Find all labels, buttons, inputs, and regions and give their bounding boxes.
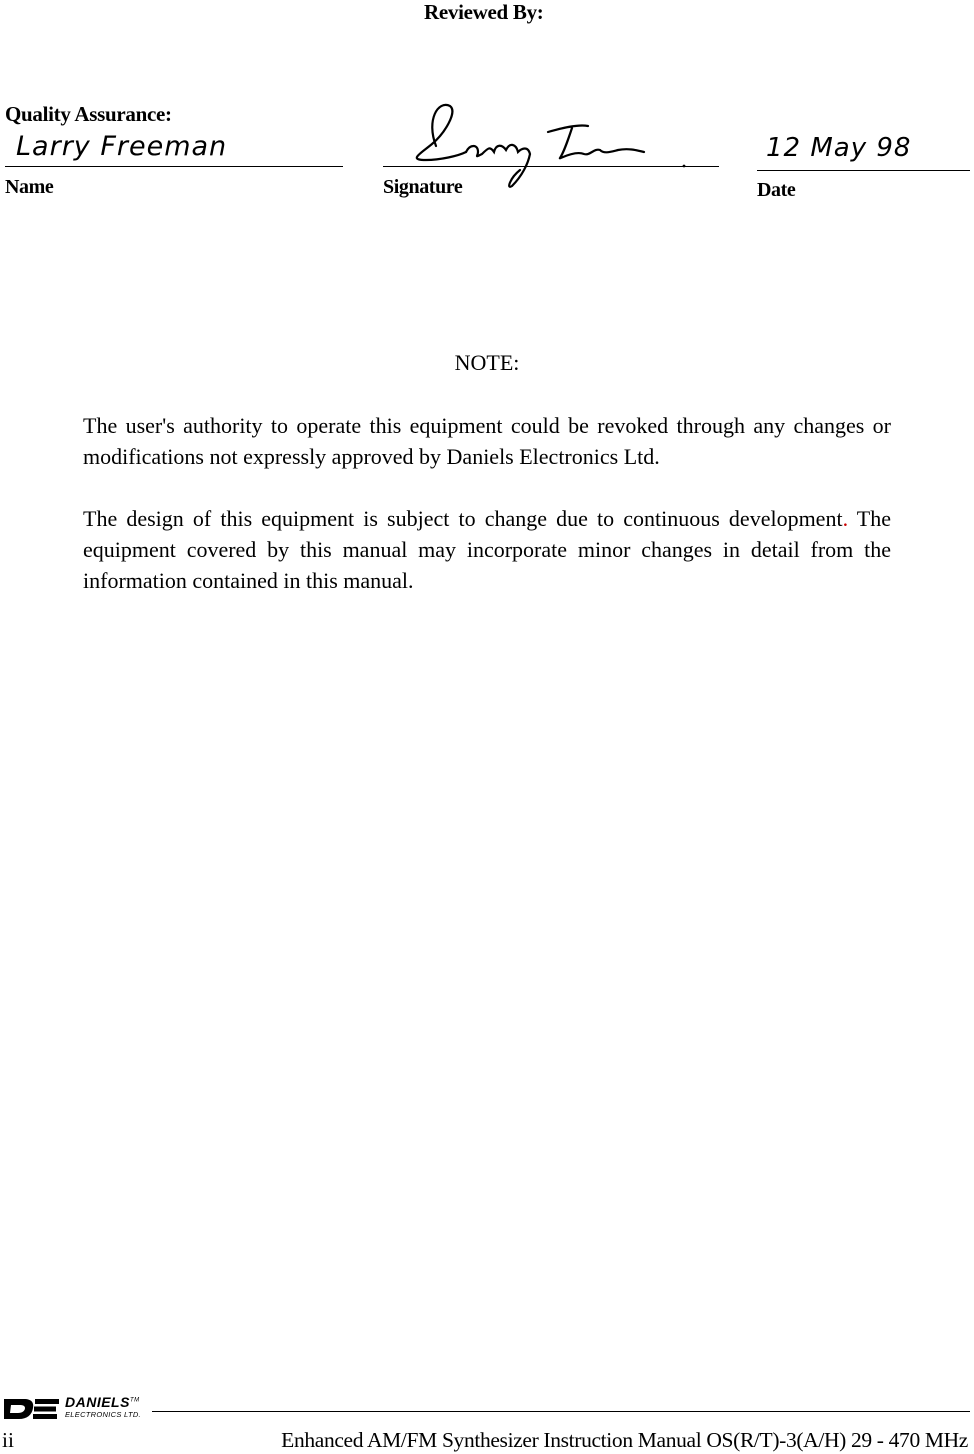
daniels-de-mark-icon [2,1394,60,1422]
design-sentence-period: . [842,506,849,531]
logo-trademark: TM [129,1397,140,1404]
logo-subtext: ELECTRONICS LTD. [65,1410,141,1419]
date-handwritten: 12 May 98 [766,133,912,163]
date-line [757,170,970,171]
name-caption: Name [5,176,54,198]
design-sentence: The design of this equipment is subject to change due to continuous development [83,506,843,531]
date-caption: Date [757,179,796,201]
daniels-logo [2,1393,152,1423]
note-title: NOTE: [454,350,520,375]
logo-wordmark: DANIELS [65,1394,130,1410]
signature-line [383,166,719,167]
signature-caption: Signature [383,176,463,198]
document-title: Enhanced AM/FM Synthesizer Instruction Manual OS(R/T)-3(A/H) 29 - 470 MHz [281,1428,968,1452]
name-line [5,166,343,167]
name-handwritten: Larry Freeman [16,131,228,162]
quality-assurance-label: Quality Assurance: [5,102,172,126]
reviewed-by-heading: Reviewed By: [424,0,544,24]
page-number: ii [2,1428,14,1452]
design-detail-sentence: The equipment covered by this manual may incorporate minor changes in detail from the information contained in this manual. [83,506,891,593]
footer-rule [152,1411,970,1412]
note-paragraph-design [83,503,891,596]
note-paragraph-authority: The user's authority to operate this equipment could be revoked through any changes or modifications not expressly approved by Daniels Electronics Ltd. [83,413,891,469]
